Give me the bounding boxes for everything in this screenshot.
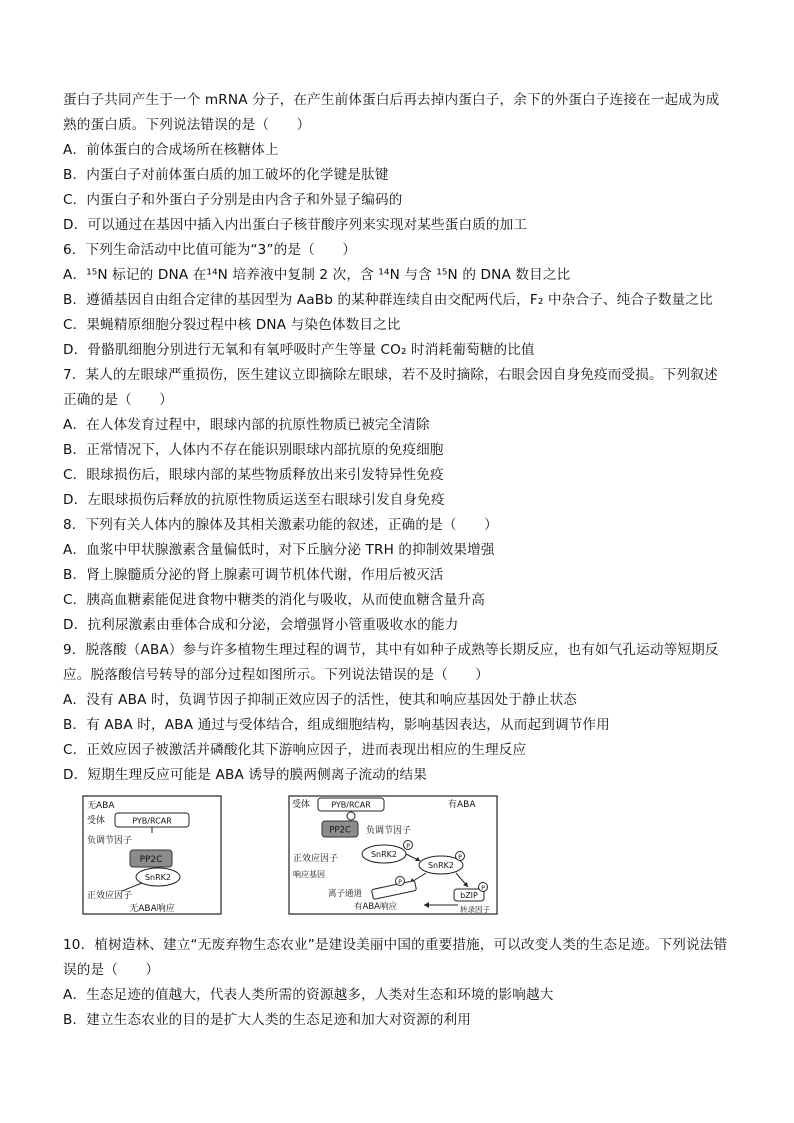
fig-right-snrk-2: SnRK2 (427, 861, 455, 870)
q5-option-a: A．前体蛋白的合成场所在核糖体上 (63, 142, 279, 158)
fig-right-channel-label: 离子通道 (328, 889, 363, 899)
figure-no-aba (82, 795, 222, 915)
q5-option-b: B．内蛋白子对前体蛋白质的加工破坏的化学键是肽键 (63, 167, 389, 183)
q6-stem: 6．下列生命活动中比值可能为“3”的是（ ） (63, 242, 357, 258)
fig-right-resp-gene-label: 响应基因 (293, 870, 325, 879)
aba-molecule-icon (347, 812, 355, 820)
fig-left-pp2c: PP2C (139, 855, 163, 865)
fig-right-p-2: P (458, 854, 462, 861)
q8-option-c: C．胰高血糖素能促进食物中糖类的消化与吸收，从而使血糖含量升高 (63, 592, 485, 608)
q9-stem-line2: 应。脱落酸信号转导的部分过程如图所示。下列说法错误的是（ ） (63, 667, 490, 683)
fig-left-title: 无ABA (87, 801, 115, 811)
q9-option-d: D．短期生理反应可能是 ABA 诱导的膜两侧离子流动的结果 (63, 767, 428, 783)
q10-option-b: B．建立生态农业的目的是扩大人类的生态足迹和加大对资源的利用 (63, 1012, 472, 1028)
fig-left-caption: 无ABA响应 (129, 904, 175, 914)
q8-stem: 8．下列有关人体内的腺体及其相关激素功能的叙述，正确的是（ ） (63, 517, 498, 533)
fig-right-receptor-label: 受体 (292, 800, 311, 810)
q6-option-c: C．果蝇精原细胞分裂过程中核 DNA 与染色体数目之比 (63, 317, 401, 333)
q6-option-b: B．遵循基因自由组合定律的基因型为 AaBb 的某种群连续自由交配两代后，F₂ 中杂合子、纯合子数量之比 (63, 292, 713, 308)
q10-option-a: A．生态足迹的值越大，代表人类所需的资源越多，人类对生态和环境的影响越大 (63, 987, 554, 1003)
q7-option-d: D．左眼球损伤后释放的抗原性物质运送至右眼球引发自身免疫 (63, 492, 445, 508)
fig-left-receptor-name: PYB/RCAR (132, 816, 172, 826)
q5-option-c: C．内蛋白子和外蛋白子分别是由内含子和外显子编码的 (63, 192, 403, 208)
fig-left-receptor-label: 受体 (87, 816, 106, 826)
fig-left-snrk: SnRK2 (144, 873, 172, 882)
q8-option-b: B．肾上腺髓质分泌的肾上腺素可调节机体代谢，作用后被灭活 (63, 567, 444, 583)
q9-option-c: C．正效应因子被激活并磷酸化其下游响应因子，进而表现出相应的生理反应 (63, 742, 527, 758)
q6-option-d: D．骨骼肌细胞分别进行无氧和有氧呼吸时产生等量 CO₂ 时消耗葡萄糖的比值 (63, 342, 535, 358)
ion-channel-shape (371, 881, 416, 900)
q9-option-a: A．没有 ABA 时，负调节因子抑制正效应因子的活性，使其和响应基因处于静止状态 (63, 692, 578, 708)
fig-right-p-1: P (406, 843, 410, 850)
fig-right-bzip: bZIP (460, 891, 478, 900)
q7-option-a: A．在人体发育过程中，眼球内部的抗原性物质已被完全清除 (63, 417, 430, 433)
arrow-head (424, 902, 429, 908)
q10-stem-line2: 误的是（ ） (63, 962, 160, 978)
snrk-link (122, 883, 142, 891)
q5-option-d: D．可以通过在基因中插入内出蛋白子核苷酸序列来实现对某些蛋白质的加工 (63, 217, 528, 233)
fig-right-receptor-name: PYB/RCAR (331, 800, 371, 810)
fig-right-p-4: P (481, 885, 485, 892)
q6-option-a: A．¹⁵N 标记的 DNA 在¹⁴N 培养液中复制 2 次，含 ¹⁴N 与含 ¹⁵N 的 DNA 数目之比 (63, 267, 571, 283)
figure-with-aba (288, 795, 498, 915)
q5-stem-line1: 蛋白子共同产生于一个 mRNA 分子，在产生前体蛋白后再去掉内蛋白子，余下的外蛋白子连接在一起成为成 (63, 92, 720, 108)
fig-right-caption: 有ABA响应 (354, 902, 397, 912)
q7-option-c: C．眼球损伤后，眼球内部的某些物质释放出来引发特异性免疫 (63, 467, 444, 483)
q7-stem-line1: 7．某人的左眼球严重损伤，医生建议立即摘除左眼球，若不及时摘除，右眼会因自身免疫而受损。下列叙述 (63, 367, 718, 383)
q9-option-b: B．有 ABA 时，ABA 通过与受体结合，组成细胞结构，影响基因表达，从而起到调节作用 (63, 717, 610, 733)
fig-right-pos-label: 正效应因子 (293, 854, 339, 864)
q5-stem-line2: 熟的蛋白质。下列说法错误的是（ ） (63, 117, 311, 133)
q9-stem-line1: 9．脱落酸（ABA）参与许多植物生理过程的调节，其中有如种子成熟等长期反应，也有如气孔运动等短期反 (63, 642, 719, 658)
q8-option-d: D．抗利尿激素由垂体合成和分泌，会增强肾小管重吸收水的能力 (63, 617, 459, 633)
fig-left-neg-label: 负调节因子 (87, 836, 133, 846)
fig-right-snrk-1: SnRK2 (370, 850, 398, 859)
q8-option-a: A．血浆中甲状腺激素含量偏低时，对下丘脑分泌 TRH 的抑制效果增强 (63, 542, 495, 558)
fig-right-p-3: P (398, 879, 402, 886)
q7-option-b: B．正常情况下，人体内不存在能识别眼球内部抗原的免疫细胞 (63, 442, 444, 458)
fig-left-pos-label: 正效应因子 (87, 891, 133, 901)
fig-right-title: 有ABA (448, 800, 476, 810)
q10-stem-line1: 10．植树造林、建立“无废弃物生态农业”是建设美丽中国的重要措施，可以改变人类的生态足迹。下列说法错 (63, 937, 728, 953)
q7-stem-line2: 正确的是（ ） (63, 392, 173, 408)
fig-right-neg-label: 负调节因子 (366, 826, 412, 836)
fig-right-tf-label: 转录因子 (460, 905, 490, 914)
fig-right-pp2c: PP2C (329, 825, 351, 836)
